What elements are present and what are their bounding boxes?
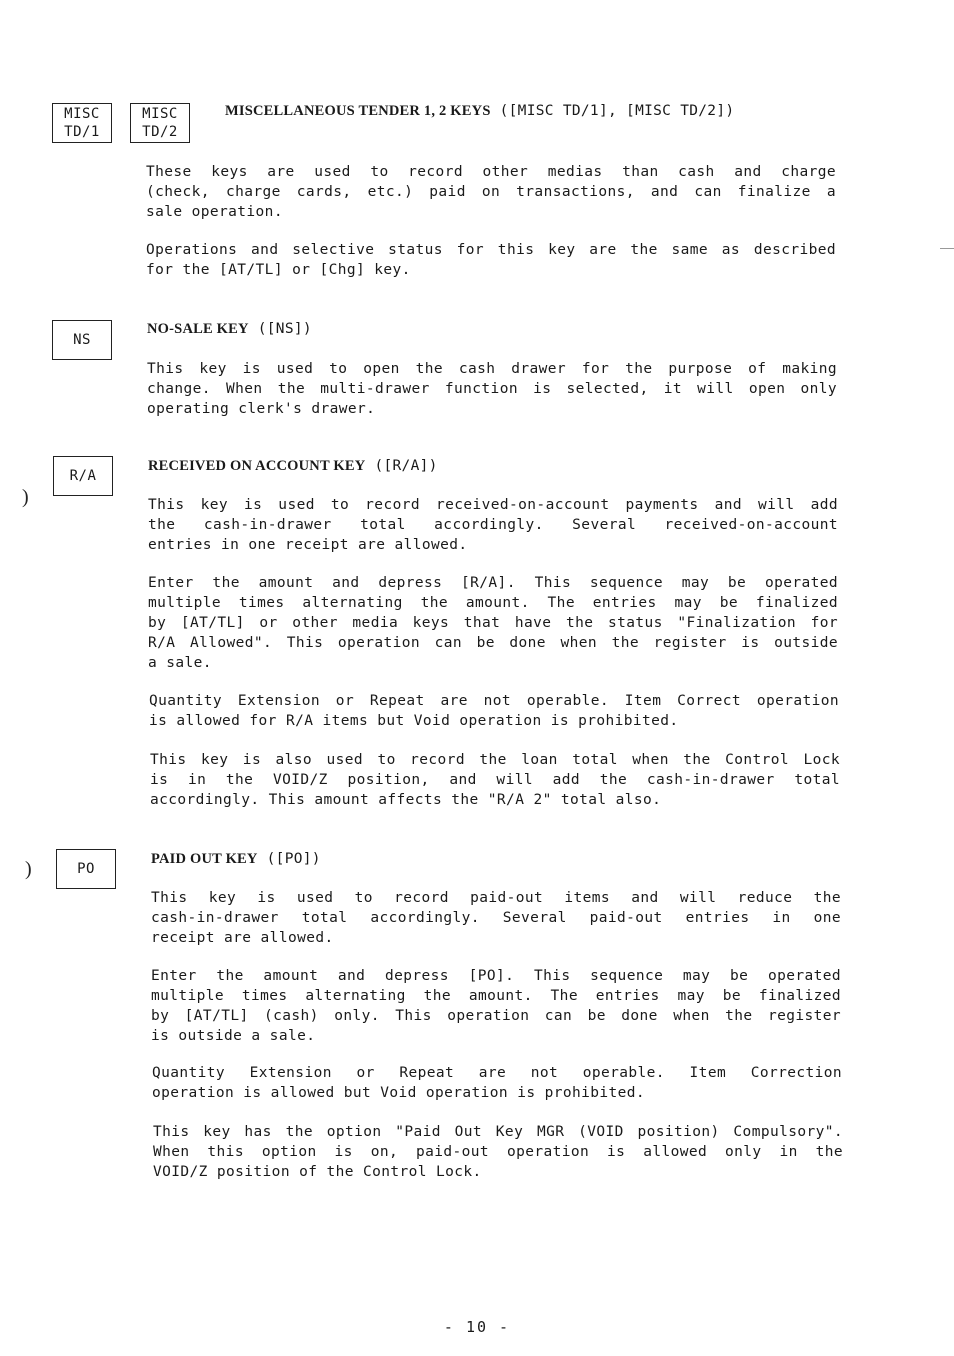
text-line: sale operation. [146,204,283,220]
text-line: Enter the amount and depress [R/A]. This sequence may be operated [148,575,838,591]
text-line: multiple times alternating the amount. The entries may be finalized [151,988,841,1004]
text-line: by [AT/TL] or other media keys that have the status "Finalization for [148,615,838,631]
paid-out-paragraph-3 [152,1063,842,1103]
misc-tender-subtitle: ([MISC TD/1], [MISC TD/2]) [490,103,735,119]
received-on-account-paragraph-1 [148,495,838,555]
text-line: When this option is on, paid-out operation is allowed only in the [153,1144,843,1160]
text-line: operation is allowed but Void operation is prohibited. [152,1085,646,1101]
misc-td1-key-label-bottom: TD/1 [64,124,100,140]
misc-tender-heading [225,103,734,120]
text-line: This key is used to record paid-out items and will reduce the [151,890,841,906]
text-line: by [AT/TL] (cash) only. This operation can be done when the register [151,1008,841,1024]
text-line: cash-in-drawer total accordingly. Several paid-out entries in one [151,910,841,926]
paid-out-subtitle: ([PO]) [257,851,321,867]
text-line: R/A Allowed". This operation can be done when the register is outside [148,635,838,651]
no-sale-heading [147,321,312,338]
po-key-box [56,849,116,889]
no-sale-title: NO-SALE KEY [147,321,249,337]
received-on-account-subtitle: ([R/A]) [365,458,438,474]
text-line: is outside a sale. [151,1028,316,1044]
text-line: Quantity Extension or Repeat are not operable. Item Correction [152,1065,842,1081]
misc-tender-paragraph-2 [146,240,836,280]
misc-td2-key-box [130,103,190,143]
received-on-account-title: RECEIVED ON ACCOUNT KEY [148,458,366,474]
text-line: This key is used to open the cash drawer for the purpose of making [147,361,837,377]
ns-key-label: NS [73,332,91,348]
received-on-account-paragraph-2 [148,573,838,673]
misc-td2-key-label-top: MISC [142,106,178,122]
text-line: Operations and selective status for this key are the same as described [146,242,836,258]
received-on-account-paragraph-4 [150,750,840,810]
text-line: accordingly. This amount affects the "R/A 2" total also. [150,792,662,808]
text-line: VOID/Z position of the Control Lock. [153,1164,482,1180]
text-line: the cash-in-drawer total accordingly. Several received-on-account [148,517,838,533]
text-line: for the [AT/TL] or [Chg] key. [146,262,411,278]
text-line: This key is used to record received-on-account payments and will add [148,497,838,513]
received-on-account-paragraph-3 [149,691,839,731]
text-line: is in the VOID/Z position, and will add the cash-in-drawer total [150,772,840,788]
text-line: change. When the multi-drawer function is selected, it will open only [147,381,837,397]
text-line: Enter the amount and depress [PO]. This sequence may be operated [151,968,841,984]
misc-td2-key-label-bottom: TD/2 [142,124,178,140]
text-line: receipt are allowed. [151,930,334,946]
page-number: - 10 - [443,1318,511,1336]
text-line: is allowed for R/A items but Void operation is prohibited. [149,713,679,729]
text-line: a sale. [148,655,212,671]
text-line: This key has the option "Paid Out Key MGR (VOID position) Compulsory". [153,1124,843,1140]
po-key-label: PO [77,861,95,877]
misc-tender-title: MISCELLANEOUS TENDER 1, 2 KEYS [225,103,491,119]
received-on-account-heading [148,458,438,475]
text-line: entries in one receipt are allowed. [148,537,468,553]
margin-dash [940,248,954,249]
paid-out-paragraph-2 [151,966,841,1046]
text-line: (check, charge cards, etc.) paid on transactions, and can finalize a [146,184,836,200]
paid-out-heading [151,851,321,868]
text-line: This key is also used to record the loan total when the Control Lock [150,752,840,768]
margin-parenthesis: ) [25,858,32,880]
ns-key-box [52,320,112,360]
no-sale-paragraph-1 [147,359,837,419]
ra-key-box [53,456,113,496]
text-line: operating clerk's drawer. [147,401,376,417]
paid-out-paragraph-4 [153,1122,843,1182]
text-line: These keys are used to record other medias than cash and charge [146,164,836,180]
no-sale-subtitle: ([NS]) [248,321,312,337]
paid-out-paragraph-1 [151,888,841,948]
ra-key-label: R/A [69,468,97,484]
paid-out-title: PAID OUT KEY [151,851,258,867]
misc-td1-key-box [52,103,112,143]
misc-td1-key-label-top: MISC [64,106,100,122]
text-line: Quantity Extension or Repeat are not operable. Item Correct operation [149,693,839,709]
text-line: multiple times alternating the amount. The entries may be finalized [148,595,838,611]
margin-parenthesis: ) [22,486,29,508]
misc-tender-paragraph-1 [146,162,836,222]
